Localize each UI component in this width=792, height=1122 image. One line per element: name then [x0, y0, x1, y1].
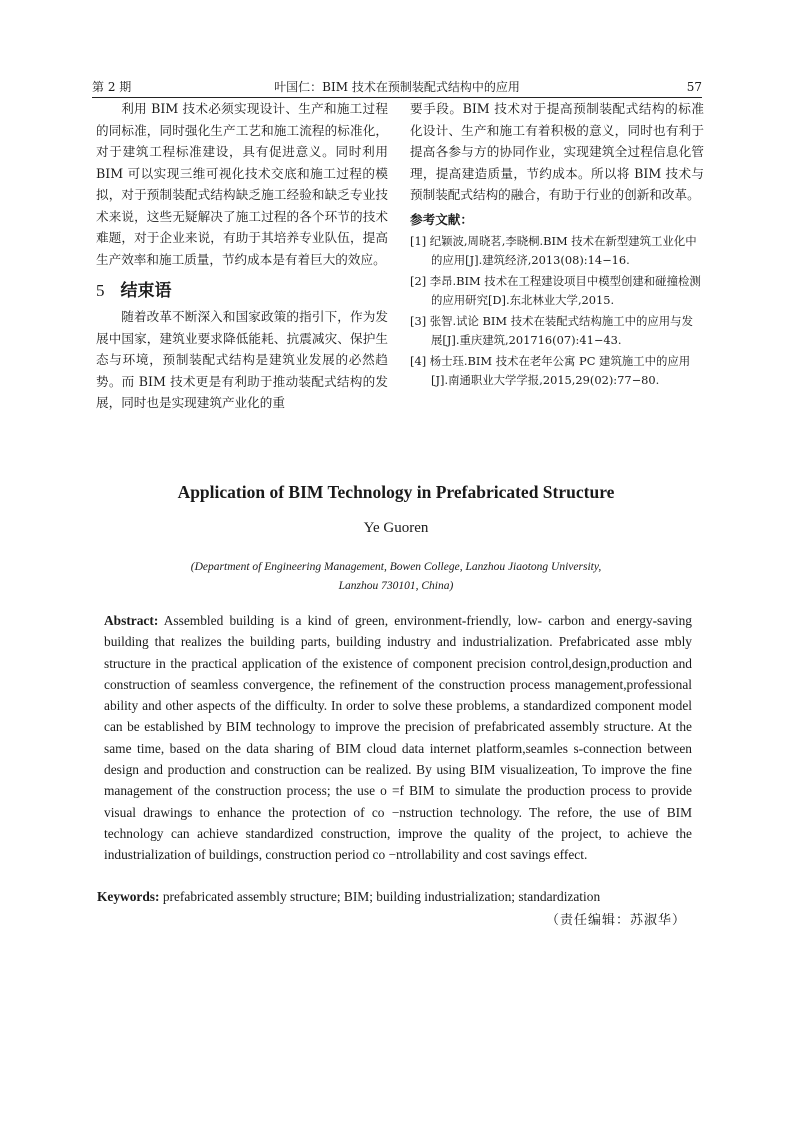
affiliation-line: Lanzhou 730101, China): [338, 580, 454, 592]
references-title: 参考文献：: [410, 211, 473, 227]
abstract-label: Abstract:: [104, 613, 159, 628]
reference-item: [1] 纪颖波,周晓茗,李晓桐.BIM 技术在新型建筑工业化中的应用[J].建筑经济,2013(08):14−16.: [410, 234, 697, 267]
abstract-text: Assembled building is a kind of green, environment-friendly, low- carbon and energy-saving building that realizes the building parts, building industry and industrialization. Prefabricated asse mbly structure in the practical application of the existence of component precision control,design,production and construction of seamless convergence, the refinement of the construction process management,professional ability and other aspects of the difficulty. In order to solve these problems, a standardized component model can be established by BIM technology to improve the precision of prefabricated assembly structure. At the same time, based on the data sharing of BIM cloud data internet platform,seamles s-connection between design and production and construction can be realized. By using BIM visualizeation, To improve the fine management of the construction process; the use o =f BIM to simulate the production process to provide visual drawings to enhance the protection of co −nstruction technology. The refore, the use of BIM technology can achieve standardized construction, improve the quality of the project, to achieve the industrialization of buildings, construction period co −ntrollability and cost savings effect.: [104, 613, 692, 863]
english-abstract: [104, 610, 692, 866]
running-header: [92, 78, 702, 96]
keywords-label: Keywords:: [97, 889, 160, 904]
body-paragraph: 随着改革不断深入和国家政策的指引下，作为发展中国家，建筑业要求降低能耗、抗震减灾、保护生态与环境，预制装配式结构是建筑业发展的必然趋势。而 BIM 技术更是有利助于推动装配式结构的发展，同时也是实现建筑产业化的重: [96, 309, 388, 410]
english-author: Ye Guoren: [363, 520, 429, 536]
section-number: 5: [96, 281, 105, 300]
english-keywords: [97, 886, 697, 907]
reference-item: [3] 张智.试论 BIM 技术在装配式结构施工中的应用与发展[J].重庆建筑,201716(07):41−43.: [410, 314, 693, 347]
running-title: 叶国仁：BIM 技术在预制装配式结构中的应用: [274, 80, 520, 94]
issue-number: 第 2 期: [92, 80, 132, 94]
right-column: [410, 98, 704, 392]
reference-item: [2] 李昂.BIM 技术在工程建设项目中模型创建和碰撞检测的应用研究[D].东北林业大学,2015.: [410, 274, 701, 307]
affiliation-line: (Department of Engineering Management, Bowen College, Lanzhou Jiaotong University,: [190, 561, 602, 573]
editor-note: （责任编辑：苏淑华）: [545, 913, 686, 928]
left-column: [96, 98, 388, 414]
body-paragraph: 利用 BIM 技术必须实现设计、生产和施工过程的同标准，同时强化生产工艺和施工流程的标准化，对于建筑工程标准建设，具有促进意义。同时利用 BIM 可以实现三维可视化技术交底和施工过程的模拟，对于预制装配式结构缺乏施工经验和缺乏专业技术来说，这些无疑解决了施工过程的各个环节的技术难题，对于企业来说，有助于其培养专业队伍，提高生产效率和施工质量，节约成本是有着巨大的效应。: [96, 101, 388, 267]
section-title: 结束语: [120, 281, 172, 301]
page-number: 57: [686, 80, 702, 94]
reference-item: [4] 杨士珏.BIM 技术在老年公寓 PC 建筑施工中的应用[J].南通职业大学学报,2015,29(02):77−80.: [410, 354, 691, 387]
keywords-text: prefabricated assembly structure; BIM; building industrialization; standardization: [159, 889, 601, 904]
body-paragraph: 要手段。BIM 技术对于提高预制装配式结构的标准化设计、生产和施工有着积极的意义，同时也有利于提高各参与方的协同作业，实现建筑全过程信息化管理，提高建造质量，节约成本。所以将 BIM 技术与预制装配式结构的融合，有助于行业的创新和改革。: [410, 101, 704, 202]
english-title: Application of BIM Technology in Prefabricated Structure: [177, 482, 615, 502]
section-heading: [96, 280, 388, 302]
english-affiliation: [150, 558, 642, 596]
